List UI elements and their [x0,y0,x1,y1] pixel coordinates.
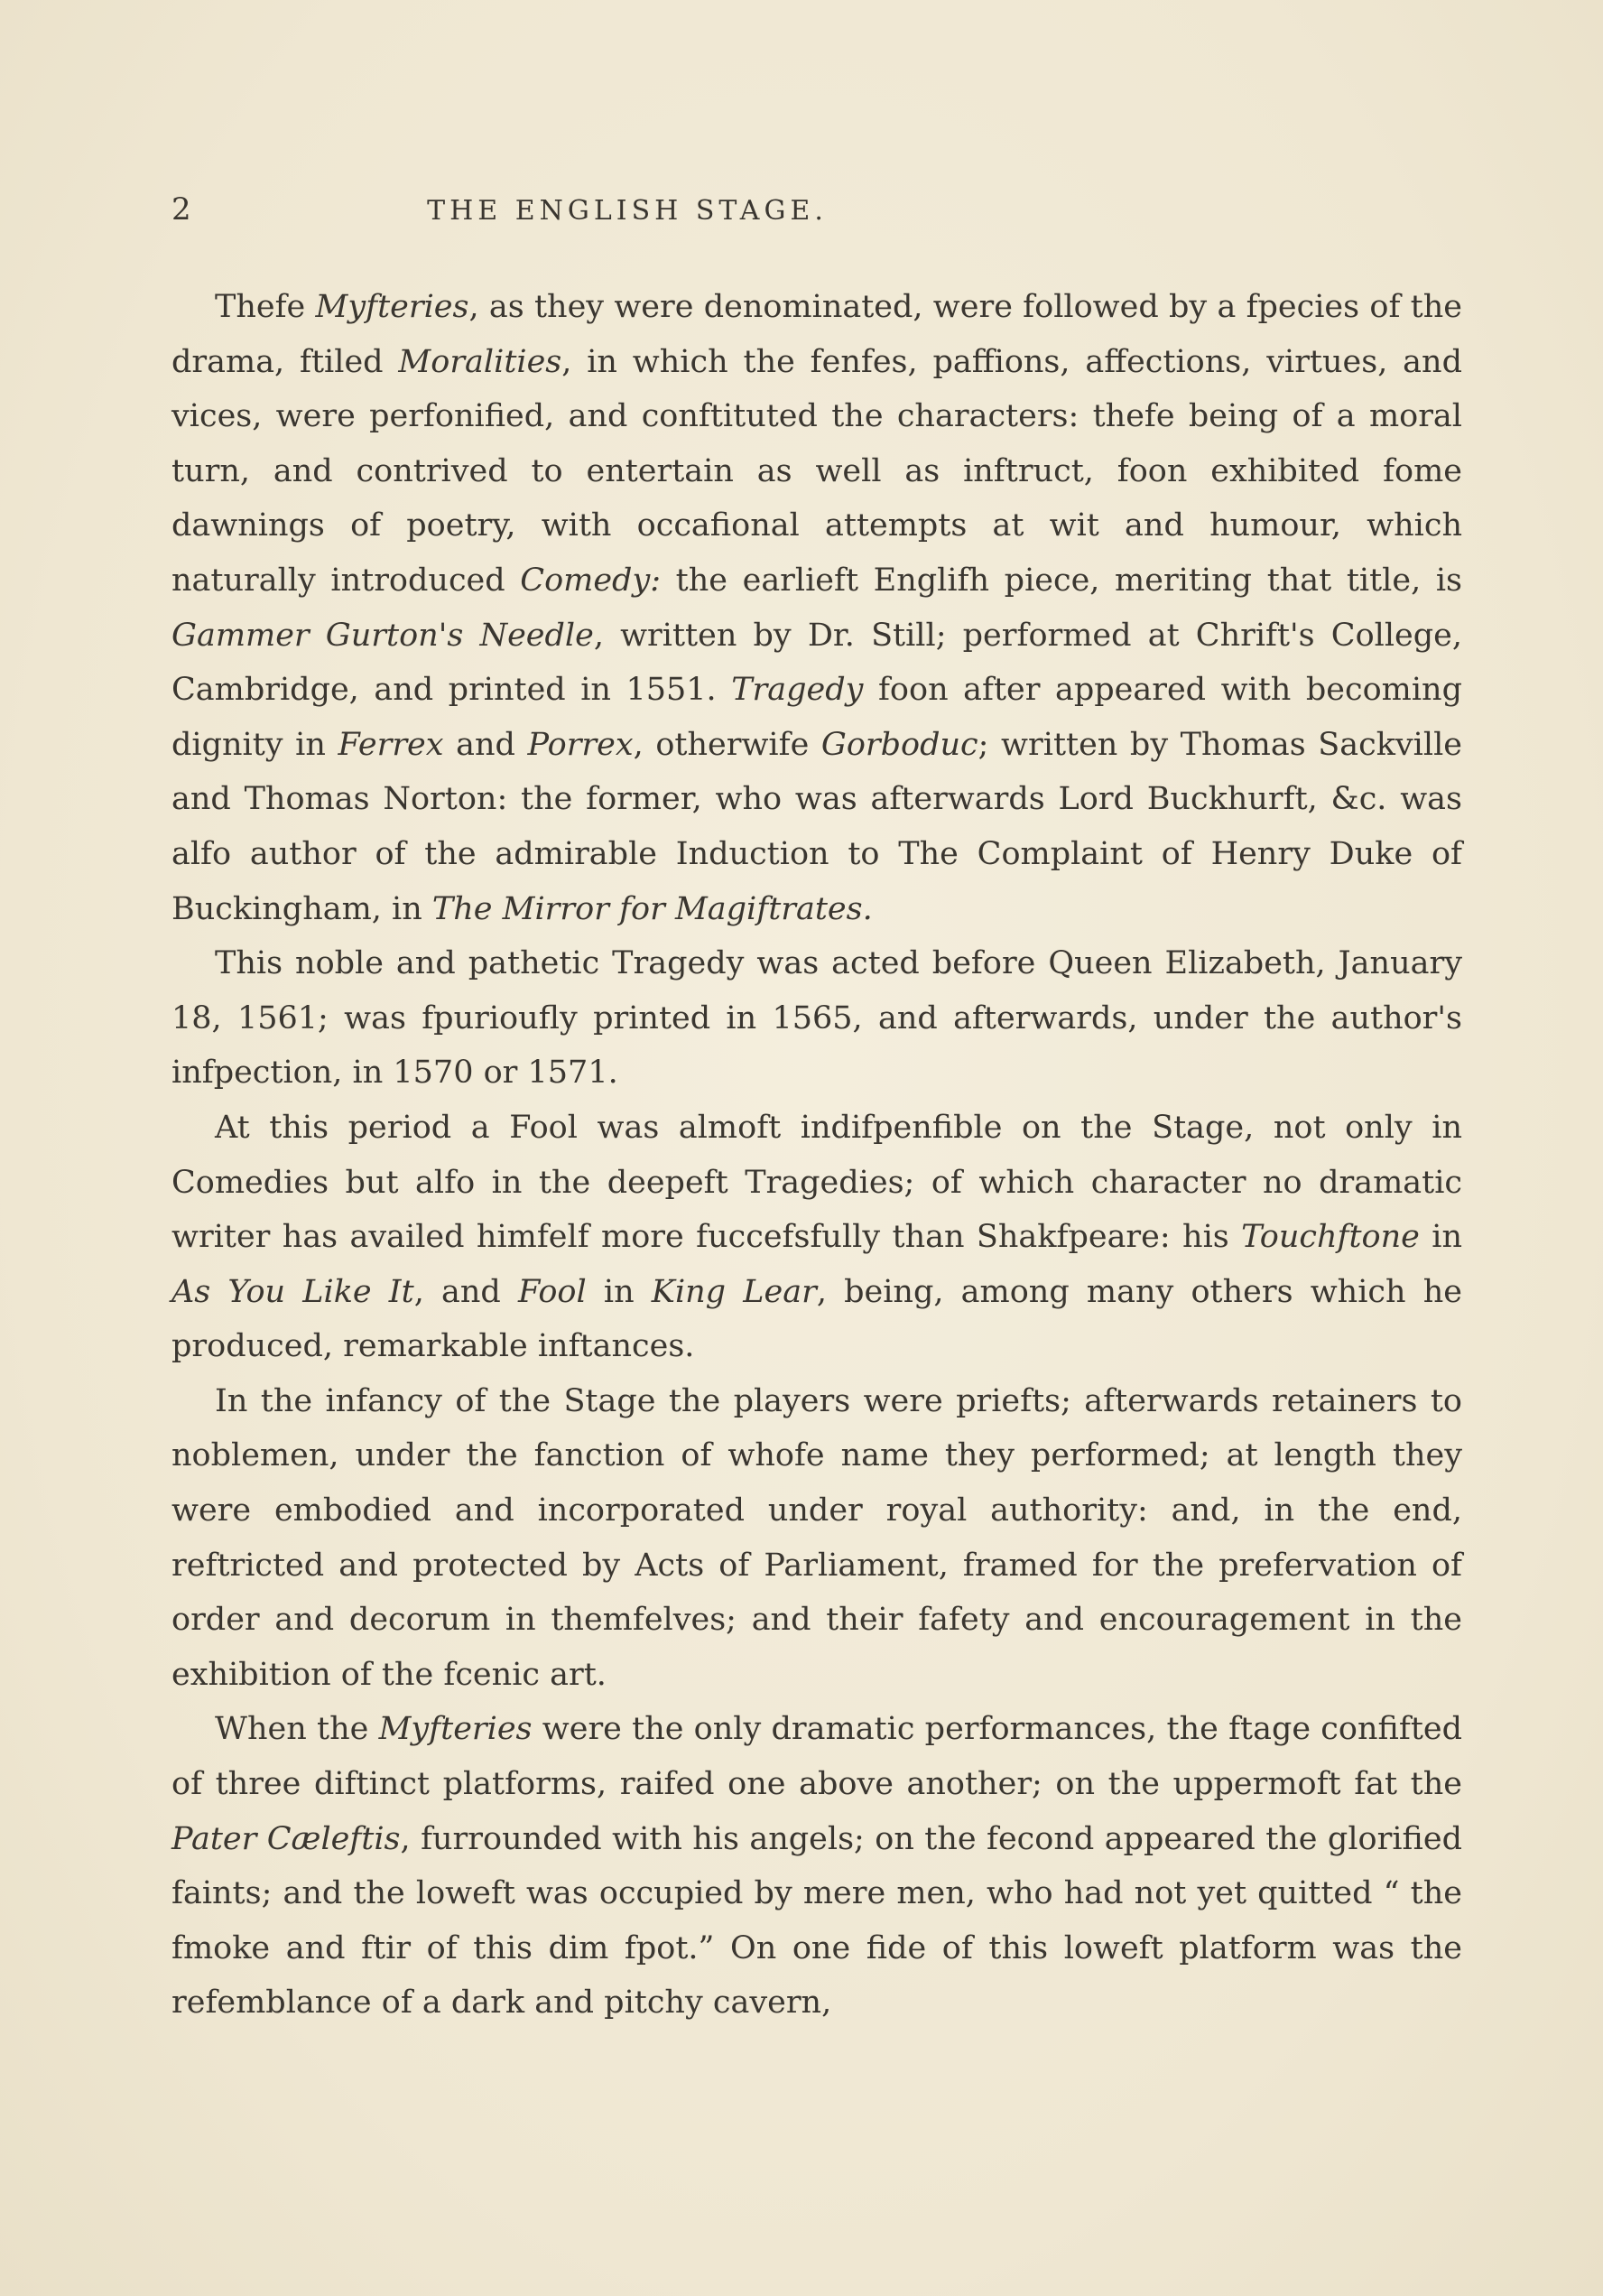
italic-run: Tragedy [731,672,864,709]
italic-run: Touchftone [1241,1219,1420,1256]
text-run: When the [215,1711,379,1748]
italic-run: Myfteries [315,289,469,325]
italic-run: Comedy: [520,562,662,599]
running-title: THE ENGLISH STAGE. [427,195,828,227]
italic-run: King Lear [651,1273,817,1310]
text-run: , as they were denominated, were followed by a fpecies of the drama, ftiled [171,289,1462,380]
text-run: In the infancy of the Stage the players were priefts; afterwards retainers to noblemen, under the fanction of whofe name they performed; at length they were embodied and incorporated under royal authority: and, in the end, reftricted and protected by Acts of Parliament, framed for the prefervation of order and decorum in themfelves; and their fafety and encouragement in the exhibition of the fcenic art. [171,1382,1462,1693]
italic-run: Porrex [527,726,634,763]
text-run: ; written by Thomas Sackville and Thomas Norton: the former, who was afterwards Lord Buckhurft, &c. was alfo author of the admirable Induction to The Complaint of Henry Duke of Buckingham, in [171,726,1462,927]
text-run: Thefe [215,289,316,325]
italic-run: Gammer Gurton's Needle [171,617,594,654]
text-run: in [1419,1219,1462,1256]
italic-run: The Mirror for Magiftrates. [431,890,873,927]
text-run: the earlieft Englifh piece, meriting that title, is [661,562,1462,599]
text-run: foon after appeared with becoming dignity in [171,672,1462,763]
italic-run: Ferrex [338,726,444,763]
text-run: , written by Dr. Still; performed at Chrift's College, Cambridge, and printed in 1551. [171,617,1462,709]
paragraph [171,1702,1462,2031]
italic-run: Gorboduc [820,726,978,763]
paragraph [171,1374,1462,1703]
page-number: 2 [171,191,192,228]
text-run: , and [413,1273,518,1310]
paragraph [171,280,1462,936]
text-run: This noble and pathetic Tragedy was acted before Queen Elizabeth, January 18, 1561; was fpurioufly printed in 1565, and afterwards, under the author's infpection, in 1570 or 1571. [171,945,1462,1092]
text-run: were the only dramatic performances, the ftage confifted of three diftinct platforms, raifed one above another; on the uppermoft fat the [171,1711,1463,1803]
text-run: At this period a Fool was almoft indifpenfible on the Stage, not only in Comedies but alfo in the deepeft Tragedies; of which character no dramatic writer has availed himfelf more fuccefsfully than Shakfpeare: his [171,1109,1462,1256]
italic-run: Fool [517,1273,587,1310]
text-run: , being, among many others which he produced, remarkable inftances. [171,1273,1462,1365]
italic-run: As You Like It [171,1273,414,1310]
paragraph [171,1101,1462,1374]
body-text [171,280,1462,2031]
text-run: in [586,1273,652,1310]
italic-run: Pater Cæleftis [171,1820,401,1857]
italic-run: Myfteries [378,1711,533,1748]
text-run: , furrounded with his angels; on the fecond appeared the glorified faints; and the loweft was occupied by mere men, who had not yet quitted “ the fmoke and ftir of this dim fpot.” On one fide of this loweft platform was the refemblance of a dark and pitchy cavern, [171,1820,1462,2022]
text-run: , in which the fenfes, paffions, affections, virtues, and vices, were perfonified, and conftituted the characters: thefe being of a moral turn, and contrived to entertain as well as inftruct, foon exhibited fome dawnings of poetry, with occafional attempts at wit and humour, which naturally introduced [171,343,1462,599]
running-head [171,188,1015,233]
italic-run: Moralities [398,343,562,380]
text-run: and [443,726,528,763]
text-run: , otherwife [633,726,821,763]
paragraph [171,936,1462,1101]
